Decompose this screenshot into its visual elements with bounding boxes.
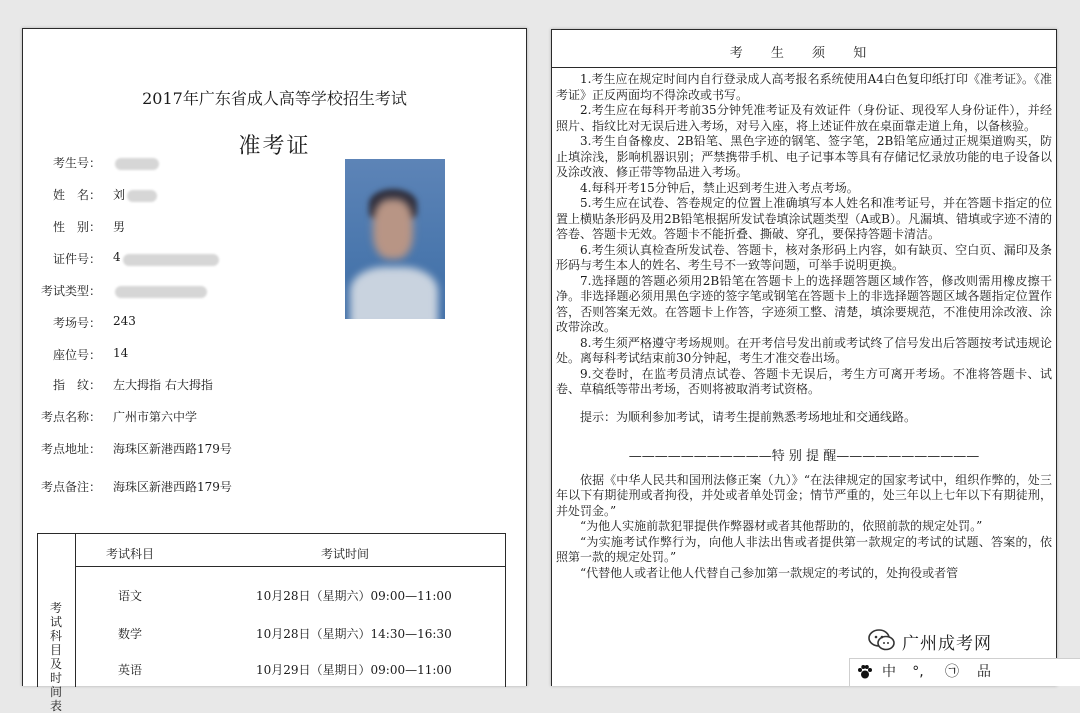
notice-tip: 提示：为顺利参加考试，请考生提前熟悉考场地址和交通线路。 xyxy=(580,409,917,424)
field-label: 考场号： xyxy=(52,316,101,330)
redaction-blur xyxy=(115,158,159,170)
field-value: 海珠区新港西路179号 xyxy=(113,442,232,456)
table-row-subject: 英语 xyxy=(118,663,143,677)
ime-toolbar[interactable] xyxy=(849,658,1080,686)
redaction-blur xyxy=(115,286,207,298)
notice-rule-item: 8.考生须严格遵守考场规则。在开考信号发出前或考试终了信号发出后答题按考试违规论处。离每科考试结束前30分钟起，考生才准交卷出场。 xyxy=(556,335,1052,365)
special-reminder-heading: ———————————特 别 提 醒——————————— xyxy=(628,449,980,464)
redaction-blur xyxy=(127,190,157,202)
field-value: 左大拇指 右大拇指 xyxy=(113,378,213,392)
notice-rule-item: 4.每科开考15分钟后，禁止迟到考生进入考点考场。 xyxy=(580,180,859,195)
notice-rule-item: 3.考生自备橡皮、2B铅笔、黑色字迹的钢笔、签字笔，2B铅笔应通过正规渠道购买，防止填涂浅，影响机器识别；严禁携带手机、电子记事本等具有存储记忆录放功能的电子设备以及涂改液、修正带等物品进入考场。 xyxy=(556,134,1052,179)
notice-rule-item: 6.考生须认真检查所发试卷、答题卡，核对条形码上内容，如有缺页、空白页、漏印及条形码与考生本人的姓名、考生号不一致等问题，可举手说明更换。 xyxy=(556,242,1052,272)
redaction-blur xyxy=(123,254,219,266)
photo-blur xyxy=(373,199,413,259)
field-label: 性 别： xyxy=(52,220,101,234)
paw-icon[interactable] xyxy=(856,663,874,681)
field-label: 考试类型： xyxy=(40,284,101,298)
notice-divider xyxy=(552,67,1056,68)
schedule-side-label: 考试科目及时间表 xyxy=(49,601,62,713)
ime-punctuation-button[interactable]: °, xyxy=(912,664,924,680)
ticket-title: 准考证 xyxy=(238,134,311,159)
field-label: 考点名称： xyxy=(40,410,101,424)
notice-rule-item: 5.考生应在试卷、答卷规定的位置上准确填写本人姓名和准考证号，并在答题卡指定的位置上横贴条形码及用2B铅笔根据所发试卷填涂试题类型（A或B）。凡漏填、错填或字迹不清的答卷、答题卡无效。答题卡不能折叠、撕破、穿孔，要保持答题卡清洁。 xyxy=(556,196,1052,241)
field-value: 男 xyxy=(113,220,126,234)
field-value: 海珠区新港西路179号 xyxy=(113,480,232,494)
field-label: 考点地址： xyxy=(40,442,101,456)
field-value: 刘 xyxy=(113,188,126,202)
notice-body xyxy=(556,72,1052,581)
photo-blur xyxy=(350,267,438,319)
field-label: 座位号： xyxy=(52,348,101,362)
notice-rule-item: 2.考生应在每科开考前35分钟凭准考证及有效证件（身份证、现役军人身份证件），并经照片、指纹比对无误后进入考场，对号入座，将上述证件放在桌面靠走道上角，以备核验。 xyxy=(556,103,1052,133)
ime-keyboard-button[interactable]: ㉠ xyxy=(945,664,959,680)
special-reminder-paragraph: 依据《中华人民共和国刑法修正案（九）》“在法律规定的国家考试中，组织作弊的，处三年以下有期徒刑或者拘役，并处或者单处罚金；情节严重的，处三年以上七年以下有期徒刑，并处罚金。” xyxy=(556,472,1052,518)
site-watermark xyxy=(868,624,1080,658)
field-value: 广州市第六中学 xyxy=(113,410,198,424)
table-divider xyxy=(75,566,505,567)
field-value: 243 xyxy=(113,314,136,328)
ime-toolbox-button[interactable]: 品 xyxy=(977,664,991,680)
table-row-subject: 语文 xyxy=(118,589,143,603)
candidate-notice-page xyxy=(551,29,1057,686)
field-label: 指 纹： xyxy=(52,378,101,392)
table-row-time: 10月28日（星期六）09:00—11:00 xyxy=(256,589,452,603)
table-row-time: 10月28日（星期六）14:30—16:30 xyxy=(256,627,452,641)
watermark-text: 广州成考网 xyxy=(902,634,992,654)
schedule-side-header xyxy=(38,534,76,713)
field-label: 考点备注： xyxy=(40,480,101,494)
field-value: 4 xyxy=(113,250,121,264)
field-label: 考生号： xyxy=(52,156,101,170)
special-reminder-paragraph: “为他人实施前款犯罪提供作弊器材或者其他帮助的，依照前款的规定处罚。” xyxy=(580,519,983,533)
notice-title: 考 生 须 知 xyxy=(729,46,879,61)
exam-schedule-table xyxy=(37,533,506,713)
chat-bubbles-icon xyxy=(868,628,896,652)
candidate-photo xyxy=(345,159,445,319)
exam-title: 2017年广东省成人高等学校招生考试 xyxy=(142,89,407,108)
field-label: 证件号： xyxy=(52,252,101,266)
special-reminder-paragraph: “为实施考试作弊行为，向他人非法出售或者提供第一款规定的考试的试题、答案的，依照第一款的规定处罚。” xyxy=(556,534,1052,564)
notice-rule-item: 9.交卷时，在监考员清点试卷、答题卡无误后，考生方可离开考场。不准将答题卡、试卷、草稿纸等带出考场，否则将被取消考试资格。 xyxy=(556,366,1052,396)
table-row-time: 10月29日（星期日）09:00—11:00 xyxy=(256,663,452,677)
table-row-subject: 数学 xyxy=(118,627,143,641)
column-header-time: 考试时间 xyxy=(321,547,370,561)
notice-rule-item: 1.考生应在规定时间内自行登录成人高考报名系统使用A4白色复印纸打印《准考证》。《准考证》正反两面均不得涂改或书写。 xyxy=(556,72,1052,102)
special-reminder-paragraph: “代替他人或者让他人代替自己参加第一款规定的考试的，处拘役或者管 xyxy=(580,565,959,580)
field-value: 14 xyxy=(113,346,129,360)
column-header-subject: 考试科目 xyxy=(106,547,155,561)
field-label: 姓 名： xyxy=(52,188,101,202)
ime-chinese-mode-button[interactable]: 中 xyxy=(882,664,896,680)
notice-rule-item: 7.选择题的答题必须用2B铅笔在答题卡上的选择题答题区域作答，修改则需用橡皮擦干净。非选择题必须用黑色字迹的签字笔或钢笔在答题卡上的非选择题答题区域各题指定位置作答，否则答案无效。在答题卡上作答，字迹须工整、清楚，填涂要规范，不准使用涂改液、涂改带涂改。 xyxy=(556,273,1052,334)
admission-ticket-page xyxy=(22,28,527,713)
